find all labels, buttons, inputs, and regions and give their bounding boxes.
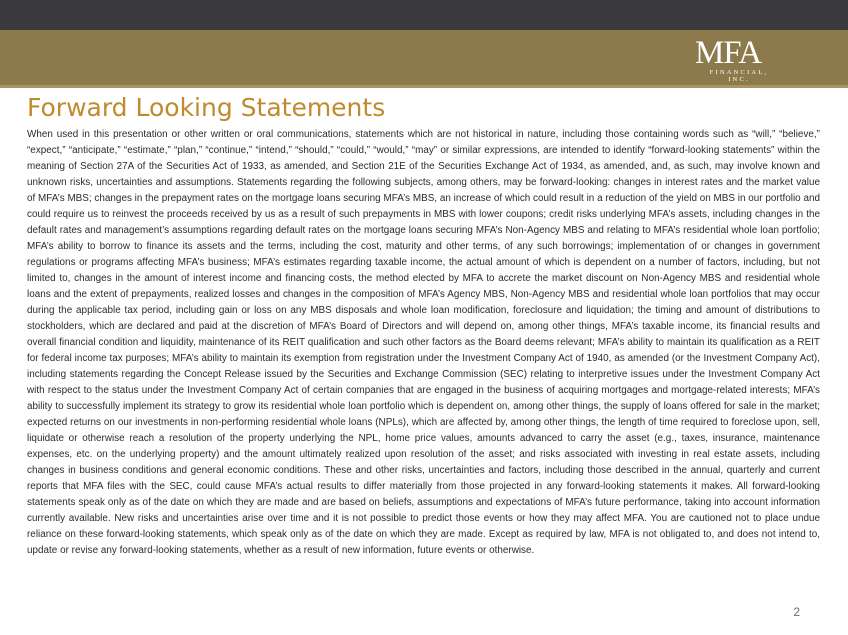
top-bar xyxy=(0,0,848,30)
page-number: 2 xyxy=(793,605,800,619)
logo-sub-text: FINANCIAL, INC. xyxy=(709,69,769,83)
forward-looking-statement-text: When used in this presentation or other written or oral communications, statements which are not historical in nature, including those containing words such as “will,” “believe,” “expect,” “anticipate,” “estimate,” “plan,” “continue,” “intend,” “should,” “could,” “would,” “may” or similar expressions, are intended to identify “forward-looking statements” within the meaning of Section 27A of the Securities Act of 1933, as amended, and Section 21E of the Securities Exchange Act of 1934, as amended, and, as such, may involve known and unknown risks, uncertainties and assumptions. Statements regarding the following subjects, among others, may be forward-looking: changes in interest rates and the market value of MFA’s MBS; changes in the prepayment rates on the mortgage loans securing MFA’s MBS, an increase of which could result in a reduction of the yield on MBS in our portfolio and could require us to reinvest the proceeds received by us as a result of such prepayments in MBS with lower coupons; credit risks underlying MFA’s assets, including changes in the default rates and management’s assumptions regarding default rates on the mortgage loans securing MFA’s Non-Agency MBS and relating to MFA’s residential whole loan portfolio; MFA’s ability to borrow to finance its assets and the terms, including the cost, maturity and other terms, of any such borrowings; implementation of or changes in government regulations or programs affecting MFA’s business; MFA’s estimates regarding taxable income, the actual amount of which is dependent on a number of factors, including, but not limited to, changes in the amount of interest income and financing costs, the method elected by MFA to accrete the market discount on Non-Agency MBS and residential whole loans and the extent of prepayments, realized losses and changes in the composition of MFA’s Agency MBS, Non-Agency MBS and residential whole loan portfolios that may occur during the applicable tax period, including gain or loss on any MBS disposals and whole loan modification, foreclosure and liquidation; the timing and amount of distributions to stockholders, which are declared and paid at the discretion of MFA’s Board of Directors and will depend on, among other things, MFA’s taxable income, its financial results and overall financial condition and liquidity, maintenance of its REIT qualification and such other factors as the Board deems relevant; MFA’s ability to maintain its qualification as a REIT for federal income tax purposes; MFA’s ability to maintain its exemption from registration under the Investment Company Act of 1940, as amended (or the Investment Company Act), including statements regarding the Concept Release issued by the Securities and Exchange Commission (SEC) relating to interpretive issues under the Investment Company Act with respect to the status under the Investment Company Act of certain companies that are engaged in the business of acquiring mortgages and mortgage-related interests; MFA’s ability to successfully implement its strategy to grow its residential whole loan portfolio which is dependent on, among other things, the supply of loans offered for sale in the market; expected returns on our investments in non-performing residential whole loans (NPLs), which are affected by, among other things, the length of time required to foreclose upon, sell, liquidate or otherwise reach a resolution of the property underlying the NPL, home price values, amounts advanced to carry the asset (e.g., taxes, insurance, maintenance expenses, etc. on the underlying property) and the amount ultimately realized upon resolution of the asset; and risks associated with investing in real estate assets, including changes in business conditions and general economic conditions. These and other risks, uncertainties and factors, including those described in the annual, quarterly and current reports that MFA files with the SEC, could cause MFA’s actual results to differ materially from those projected in any forward-looking statements it makes. All forward-looking statements speak only as of the date on which they are made and are based on beliefs, assumptions and expectations of MFA’s future performance, taking into account information currently available. New risks and uncertainties arise over time and it is not possible to predict those events or how they may affect MFA. You are cautioned not to place undue reliance on these forward-looking statements, which speak only as of the date on which they are made. Except as required by law, MFA is not obligated to, and does not intend to, update or revise any forward-looking statements, whether as a result of new information, future events or otherwise. xyxy=(27,129,820,556)
mfa-logo xyxy=(678,30,778,88)
logo-main-text: MFA xyxy=(694,35,762,71)
page-title: Forward Looking Statements xyxy=(27,93,386,122)
